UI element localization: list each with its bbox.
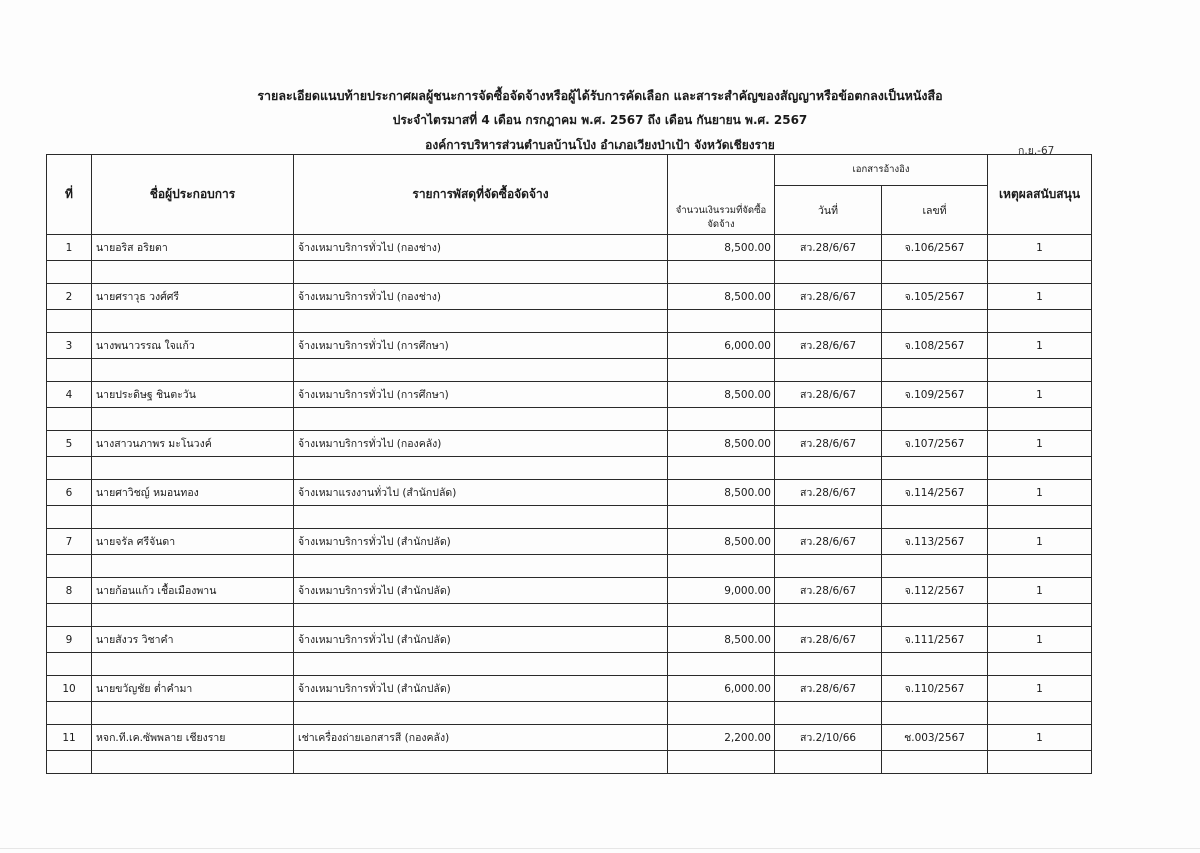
empty-cell bbox=[668, 604, 775, 627]
table-body bbox=[47, 235, 1092, 774]
header-vendor: ชื่อผู้ประกอบการ bbox=[92, 155, 294, 235]
report-title: รายละเอียดแนบท้ายประกาศผลผู้ชนะการจัดซื้อจัดจ้างหรือผู้ได้รับการคัดเลือก และสาระสำคัญของสัญญาหรือข้อตกลงเป็นหนังสือ bbox=[257, 88, 943, 103]
empty-cell bbox=[988, 702, 1092, 725]
empty-cell bbox=[882, 555, 988, 578]
table-spacer-row bbox=[47, 702, 1092, 725]
cell-vendor: นายจรัล ศรีจันดา bbox=[92, 529, 294, 555]
empty-cell bbox=[294, 457, 668, 480]
cell-item: เช่าเครื่องถ่ายเอกสารสี (กองคลัง) bbox=[294, 725, 668, 751]
empty-cell bbox=[668, 261, 775, 284]
empty-cell bbox=[294, 310, 668, 333]
cell-amount: 8,500.00 bbox=[668, 235, 775, 261]
cell-reason: 1 bbox=[988, 235, 1092, 261]
cell-vendor: นายขวัญชัย ต่ำคำมา bbox=[92, 676, 294, 702]
cell-date: สว.28/6/67 bbox=[775, 529, 882, 555]
empty-cell bbox=[988, 359, 1092, 382]
cell-amount: 8,500.00 bbox=[668, 431, 775, 457]
empty-cell bbox=[294, 653, 668, 676]
empty-cell bbox=[882, 751, 988, 774]
empty-cell bbox=[47, 261, 92, 284]
empty-cell bbox=[882, 359, 988, 382]
header-date: วันที่ bbox=[775, 186, 882, 235]
cell-reason: 1 bbox=[988, 725, 1092, 751]
cell-item: จ้างเหมาบริการทั่วไป (กองช่าง) bbox=[294, 235, 668, 261]
table-row bbox=[47, 333, 1092, 359]
empty-cell bbox=[92, 506, 294, 529]
empty-cell bbox=[47, 555, 92, 578]
cell-number: จ.108/2567 bbox=[882, 333, 988, 359]
empty-cell bbox=[988, 506, 1092, 529]
empty-cell bbox=[294, 702, 668, 725]
empty-cell bbox=[668, 751, 775, 774]
table-row bbox=[47, 284, 1092, 310]
empty-cell bbox=[775, 653, 882, 676]
cell-date: สว.28/6/67 bbox=[775, 235, 882, 261]
empty-cell bbox=[668, 702, 775, 725]
header-reason: เหตุผลสนับสนุน bbox=[988, 155, 1092, 235]
cell-no: 2 bbox=[47, 284, 92, 310]
empty-cell bbox=[47, 702, 92, 725]
cell-amount: 8,500.00 bbox=[668, 284, 775, 310]
empty-cell bbox=[988, 408, 1092, 431]
cell-number: ช.003/2567 bbox=[882, 725, 988, 751]
cell-number: จ.113/2567 bbox=[882, 529, 988, 555]
empty-cell bbox=[775, 702, 882, 725]
empty-cell bbox=[668, 310, 775, 333]
cell-reason: 1 bbox=[988, 676, 1092, 702]
empty-cell bbox=[47, 751, 92, 774]
empty-cell bbox=[47, 359, 92, 382]
empty-cell bbox=[92, 653, 294, 676]
cell-amount: 6,000.00 bbox=[668, 676, 775, 702]
empty-cell bbox=[294, 751, 668, 774]
cell-reason: 1 bbox=[988, 284, 1092, 310]
empty-cell bbox=[294, 555, 668, 578]
empty-cell bbox=[294, 506, 668, 529]
table-row bbox=[47, 382, 1092, 408]
empty-cell bbox=[882, 408, 988, 431]
cell-reason: 1 bbox=[988, 578, 1092, 604]
table-row bbox=[47, 578, 1092, 604]
cell-no: 9 bbox=[47, 627, 92, 653]
empty-cell bbox=[775, 261, 882, 284]
cell-no: 6 bbox=[47, 480, 92, 506]
empty-cell bbox=[988, 604, 1092, 627]
cell-vendor: นางพนาวรรณ ใจแก้ว bbox=[92, 333, 294, 359]
cell-number: จ.107/2567 bbox=[882, 431, 988, 457]
table-spacer-row bbox=[47, 261, 1092, 284]
empty-cell bbox=[988, 310, 1092, 333]
cell-number: จ.106/2567 bbox=[882, 235, 988, 261]
empty-cell bbox=[882, 506, 988, 529]
cell-amount: 8,500.00 bbox=[668, 529, 775, 555]
cell-no: 3 bbox=[47, 333, 92, 359]
cell-date: สว.28/6/67 bbox=[775, 676, 882, 702]
empty-cell bbox=[988, 555, 1092, 578]
cell-date: สว.28/6/67 bbox=[775, 480, 882, 506]
empty-cell bbox=[882, 604, 988, 627]
cell-number: จ.105/2567 bbox=[882, 284, 988, 310]
empty-cell bbox=[988, 653, 1092, 676]
header-number: เลขที่ bbox=[882, 186, 988, 235]
cell-item: จ้างเหมาบริการทั่วไป (กองคลัง) bbox=[294, 431, 668, 457]
empty-cell bbox=[92, 408, 294, 431]
cell-date: สว.28/6/67 bbox=[775, 333, 882, 359]
cell-reason: 1 bbox=[988, 333, 1092, 359]
page-edge-line bbox=[0, 848, 1200, 849]
table-row bbox=[47, 529, 1092, 555]
empty-cell bbox=[92, 702, 294, 725]
cell-vendor: นายประดิษฐ ชินตะวัน bbox=[92, 382, 294, 408]
cell-amount: 8,500.00 bbox=[668, 627, 775, 653]
cell-no: 10 bbox=[47, 676, 92, 702]
empty-cell bbox=[988, 751, 1092, 774]
table-spacer-row bbox=[47, 751, 1092, 774]
cell-item: จ้างเหมาบริการทั่วไป (สำนักปลัด) bbox=[294, 578, 668, 604]
cell-item: จ้างเหมาบริการทั่วไป (สำนักปลัด) bbox=[294, 627, 668, 653]
empty-cell bbox=[47, 604, 92, 627]
cell-date: สว.28/6/67 bbox=[775, 382, 882, 408]
table-spacer-row bbox=[47, 506, 1092, 529]
report-period: ประจำไตรมาสที่ 4 เดือน กรกฎาคม พ.ศ. 2567 ถึง เดือน กันยายน พ.ศ. 2567 bbox=[392, 113, 808, 127]
empty-cell bbox=[668, 408, 775, 431]
header-reference: เอกสารอ้างอิง bbox=[775, 155, 988, 186]
cell-item: จ้างเหมาบริการทั่วไป (การศึกษา) bbox=[294, 382, 668, 408]
cell-no: 1 bbox=[47, 235, 92, 261]
empty-cell bbox=[92, 310, 294, 333]
empty-cell bbox=[775, 555, 882, 578]
empty-cell bbox=[882, 702, 988, 725]
cell-reason: 1 bbox=[988, 480, 1092, 506]
cell-number: จ.112/2567 bbox=[882, 578, 988, 604]
cell-vendor: นายศราวุธ วงศ์ศรี bbox=[92, 284, 294, 310]
empty-cell bbox=[47, 310, 92, 333]
empty-cell bbox=[294, 604, 668, 627]
empty-cell bbox=[882, 653, 988, 676]
cell-item: จ้างเหมาบริการทั่วไป (สำนักปลัด) bbox=[294, 529, 668, 555]
empty-cell bbox=[92, 359, 294, 382]
cell-reason: 1 bbox=[988, 431, 1092, 457]
cell-amount: 8,500.00 bbox=[668, 382, 775, 408]
empty-cell bbox=[294, 408, 668, 431]
cell-date: สว.28/6/67 bbox=[775, 284, 882, 310]
empty-cell bbox=[775, 457, 882, 480]
empty-cell bbox=[668, 359, 775, 382]
cell-vendor: หจก.ที.เค.ซัพพลาย เชียงราย bbox=[92, 725, 294, 751]
cell-date: สว.28/6/67 bbox=[775, 431, 882, 457]
table-row bbox=[47, 627, 1092, 653]
document-reference: ก.ย.-67 bbox=[1018, 145, 1055, 157]
cell-date: สว.28/6/67 bbox=[775, 578, 882, 604]
empty-cell bbox=[775, 604, 882, 627]
cell-vendor: นายศาวิชญ์ หมอนทอง bbox=[92, 480, 294, 506]
empty-cell bbox=[47, 506, 92, 529]
cell-date: สว.28/6/67 bbox=[775, 627, 882, 653]
empty-cell bbox=[882, 261, 988, 284]
cell-amount: 6,000.00 bbox=[668, 333, 775, 359]
cell-no: 5 bbox=[47, 431, 92, 457]
cell-amount: 9,000.00 bbox=[668, 578, 775, 604]
empty-cell bbox=[668, 653, 775, 676]
empty-cell bbox=[47, 457, 92, 480]
cell-vendor: นางสาวนภาพร มะโนวงค์ bbox=[92, 431, 294, 457]
cell-vendor: นายสังวร วิชาคำ bbox=[92, 627, 294, 653]
cell-number: จ.111/2567 bbox=[882, 627, 988, 653]
empty-cell bbox=[92, 261, 294, 284]
empty-cell bbox=[988, 457, 1092, 480]
empty-cell bbox=[92, 751, 294, 774]
cell-item: จ้างเหมาบริการทั่วไป (กองช่าง) bbox=[294, 284, 668, 310]
table-row bbox=[47, 676, 1092, 702]
table-row bbox=[47, 235, 1092, 261]
cell-amount: 8,500.00 bbox=[668, 480, 775, 506]
empty-cell bbox=[668, 555, 775, 578]
cell-no: 11 bbox=[47, 725, 92, 751]
procurement-table bbox=[46, 154, 1092, 774]
empty-cell bbox=[668, 506, 775, 529]
table-row bbox=[47, 480, 1092, 506]
cell-number: จ.109/2567 bbox=[882, 382, 988, 408]
empty-cell bbox=[775, 751, 882, 774]
cell-item: จ้างเหมาบริการทั่วไป (การศึกษา) bbox=[294, 333, 668, 359]
cell-number: จ.114/2567 bbox=[882, 480, 988, 506]
table-spacer-row bbox=[47, 653, 1092, 676]
header-item: รายการพัสดุที่จัดซื้อจัดจ้าง bbox=[294, 155, 668, 235]
table-spacer-row bbox=[47, 408, 1092, 431]
empty-cell bbox=[882, 310, 988, 333]
header-amount: จำนวนเงินรวมที่จัดซื้อจัดจ้าง bbox=[668, 155, 775, 235]
empty-cell bbox=[775, 359, 882, 382]
empty-cell bbox=[988, 261, 1092, 284]
cell-item: จ้างเหมาบริการทั่วไป (สำนักปลัด) bbox=[294, 676, 668, 702]
empty-cell bbox=[92, 604, 294, 627]
empty-cell bbox=[882, 457, 988, 480]
table-spacer-row bbox=[47, 359, 1092, 382]
empty-cell bbox=[47, 653, 92, 676]
empty-cell bbox=[92, 457, 294, 480]
table-row bbox=[47, 431, 1092, 457]
empty-cell bbox=[775, 506, 882, 529]
empty-cell bbox=[47, 408, 92, 431]
empty-cell bbox=[668, 457, 775, 480]
table-spacer-row bbox=[47, 457, 1092, 480]
cell-reason: 1 bbox=[988, 627, 1092, 653]
cell-item: จ้างเหมาแรงงานทั่วไป (สำนักปลัด) bbox=[294, 480, 668, 506]
header-no: ที่ bbox=[47, 155, 92, 235]
empty-cell bbox=[294, 359, 668, 382]
cell-number: จ.110/2567 bbox=[882, 676, 988, 702]
table-row bbox=[47, 725, 1092, 751]
organization-name: องค์การบริหารส่วนตำบลบ้านโป่ง อำเภอเวียงป่าเป้า จังหวัดเชียงราย bbox=[425, 138, 775, 152]
cell-no: 8 bbox=[47, 578, 92, 604]
cell-amount: 2,200.00 bbox=[668, 725, 775, 751]
empty-cell bbox=[775, 310, 882, 333]
table-spacer-row bbox=[47, 310, 1092, 333]
cell-reason: 1 bbox=[988, 382, 1092, 408]
table-spacer-row bbox=[47, 604, 1092, 627]
cell-vendor: นายก้อนแก้ว เชื้อเมืองพาน bbox=[92, 578, 294, 604]
cell-vendor: นายอริส อริยตา bbox=[92, 235, 294, 261]
cell-no: 4 bbox=[47, 382, 92, 408]
empty-cell bbox=[92, 555, 294, 578]
table-spacer-row bbox=[47, 555, 1092, 578]
cell-no: 7 bbox=[47, 529, 92, 555]
cell-reason: 1 bbox=[988, 529, 1092, 555]
cell-date: สว.2/10/66 bbox=[775, 725, 882, 751]
empty-cell bbox=[294, 261, 668, 284]
empty-cell bbox=[775, 408, 882, 431]
